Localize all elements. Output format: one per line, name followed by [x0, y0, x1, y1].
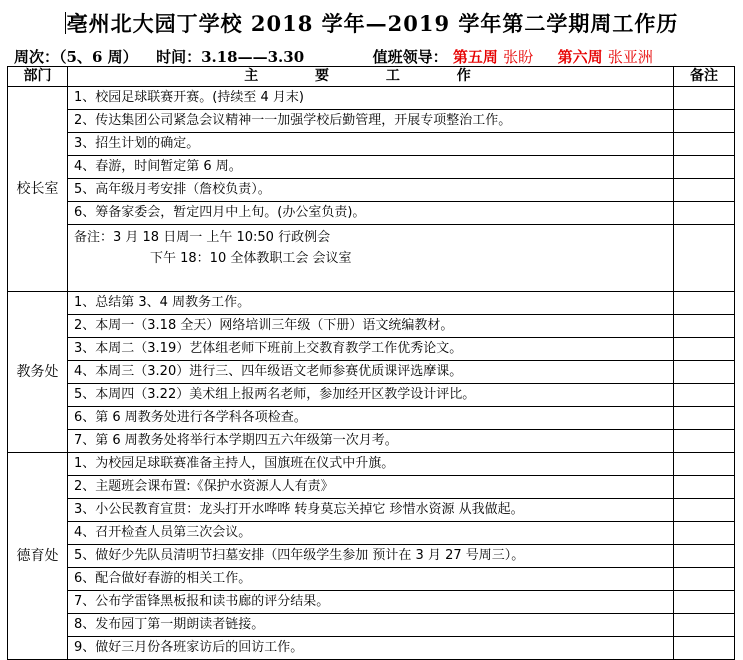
table-row — [8, 202, 735, 225]
work-item: 6、配合做好春游的相关工作。 — [68, 568, 674, 591]
table-row — [8, 292, 735, 315]
work-item: 4、春游，时间暂定第 6 周。 — [68, 156, 674, 179]
page-title-text: 亳州北大园丁学校 2018 学年—2019 学年第二学期周工作历 — [66, 11, 679, 36]
work-item: 4、本周三（3.20）进行三、四年级语文老师参赛优质课评选摩课。 — [68, 361, 674, 384]
note-cell — [674, 407, 735, 430]
note-cell — [674, 202, 735, 225]
table-row — [8, 545, 735, 568]
table-row — [8, 453, 735, 476]
work-item: 3、招生计划的确定。 — [68, 133, 674, 156]
note-cell — [674, 110, 735, 133]
note-cell — [674, 292, 735, 315]
table-row — [8, 338, 735, 361]
work-item: 9、做好三月份各班家访后的回访工作。 — [68, 637, 674, 660]
work-item: 3、本周二（3.19）艺体组老师下班前上交教育教学工作优秀论文。 — [68, 338, 674, 361]
work-item: 5、做好少先队员清明节扫墓安排（四年级学生参加 预计在 3 月 27 号周三）。 — [68, 545, 674, 568]
header-main-work: 主 要 工 作 — [68, 67, 674, 87]
time-label: 时间：3.18——3.30 — [156, 48, 305, 66]
work-item: 5、高年级月考安排（詹校负责）。 — [68, 179, 674, 202]
week5-label: 第五周 — [452, 48, 498, 66]
week6-label: 第六周 — [557, 48, 603, 66]
dept-academic-office: 教务处 — [8, 292, 68, 453]
table-row — [8, 568, 735, 591]
work-item: 1、为校园足球联赛准备主持人，国旗班在仪式中升旗。 — [68, 453, 674, 476]
note-cell — [674, 614, 735, 637]
work-item: 2、本周一（3.18 全天）网络培训三年级（下册）语文统编教材。 — [68, 315, 674, 338]
table-row — [8, 522, 735, 545]
table-row — [8, 476, 735, 499]
note-cell — [674, 522, 735, 545]
table-row — [8, 179, 735, 202]
note-cell — [674, 156, 735, 179]
note-cell — [674, 133, 735, 156]
note-cell — [674, 361, 735, 384]
table-row — [8, 591, 735, 614]
dept-principal-office: 校长室 — [8, 87, 68, 292]
work-item: 8、发布园丁第一期朗读者链接。 — [68, 614, 674, 637]
work-item: 7、第 6 周教务处将举行本学期四五六年级第一次月考。 — [68, 430, 674, 453]
work-item: 1、总结第 3、4 周教务工作。 — [68, 292, 674, 315]
note-cell — [674, 384, 735, 407]
table-row — [8, 110, 735, 133]
work-item: 2、传达集团公司紧急会议精神一一加强学校后勤管理，开展专项整治工作。 — [68, 110, 674, 133]
note-cell — [674, 637, 735, 660]
duty-label: 值班领导： — [372, 48, 448, 66]
table-row — [8, 133, 735, 156]
note-cell — [674, 430, 735, 453]
note-cell — [674, 225, 735, 292]
note-cell — [674, 453, 735, 476]
header-note: 备注 — [674, 67, 735, 87]
note-cell — [674, 545, 735, 568]
week6-leader: 张亚洲 — [607, 48, 653, 66]
note-cell — [674, 315, 735, 338]
work-item: 4、召开检查人员第三次会议。 — [68, 522, 674, 545]
remark-line: 下午 18：10 全体教职工会 会议室 — [150, 251, 352, 266]
note-cell — [674, 568, 735, 591]
table-header-row — [8, 67, 735, 87]
week5-leader: 张盼 — [503, 48, 534, 66]
table-row — [8, 384, 735, 407]
work-item: 3、小公民教育宣贯：龙头打开水哗哗 转身莫忘关掉它 珍惜水资源 从我做起。 — [68, 499, 674, 522]
note-cell — [674, 499, 735, 522]
table-row — [8, 315, 735, 338]
table-row — [8, 637, 735, 660]
table-row — [8, 225, 735, 292]
remark-cell — [68, 225, 674, 292]
note-cell — [674, 179, 735, 202]
remark-line: 备注：3 月 18 日周一 上午 10:50 行政例会 — [74, 230, 331, 245]
work-item: 5、本周四（3.22）美术组上报两名老师，参加经开区教学设计评比。 — [68, 384, 674, 407]
page-title — [0, 8, 743, 38]
work-schedule-table — [7, 66, 735, 660]
table-row — [8, 430, 735, 453]
work-item: 6、筹备家委会，暂定四月中上旬。(办公室负责)。 — [68, 202, 674, 225]
table-row — [8, 87, 735, 110]
schedule-info-line — [14, 46, 734, 67]
work-item: 7、公布学雷锋黑板报和读书廊的评分结果。 — [68, 591, 674, 614]
table-row — [8, 614, 735, 637]
table-row — [8, 156, 735, 179]
note-cell — [674, 476, 735, 499]
note-cell — [674, 591, 735, 614]
work-item: 1、校园足球联赛开赛。(持续至 4 月末) — [68, 87, 674, 110]
work-item: 6、第 6 周教务处进行各学科各项检查。 — [68, 407, 674, 430]
work-item: 2、主题班会课布置:《保护水资源人人有责》 — [68, 476, 674, 499]
note-cell — [674, 338, 735, 361]
week-label: 周次：（5、6 周） — [14, 48, 138, 66]
text-cursor — [65, 12, 66, 34]
header-dept: 部门 — [8, 67, 68, 87]
dept-moral-education-office: 德育处 — [8, 453, 68, 660]
note-cell — [674, 87, 735, 110]
table-row — [8, 499, 735, 522]
table-row — [8, 361, 735, 384]
table-row — [8, 407, 735, 430]
